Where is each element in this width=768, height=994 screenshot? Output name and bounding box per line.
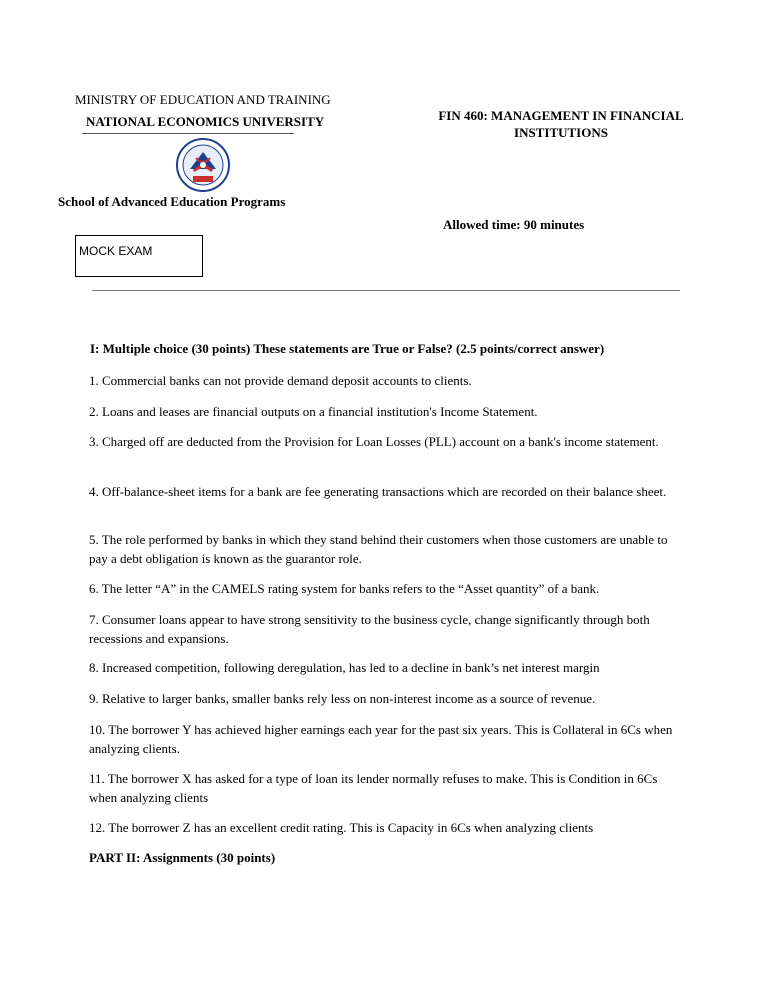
exam-type-label: MOCK EXAM bbox=[79, 244, 153, 258]
university-underline bbox=[82, 133, 294, 134]
university-name: NATIONAL ECONOMICS UNIVERSITY bbox=[86, 114, 325, 129]
section-1-title: I: Multiple choice (30 points) These statements are True or False? (2.5 points/correct answer) bbox=[90, 341, 605, 356]
course-title bbox=[420, 107, 702, 141]
question-4: 4. Off-balance-sheet items for a bank are fee generating transactions which are recorded on their balance sheet. bbox=[89, 484, 667, 499]
question-11: 11. The borrower X has asked for a type of loan its lender normally refuses to make. This is Condition in 6Cs when analyzing clients bbox=[89, 771, 658, 805]
question-7: 7. Consumer loans appear to have strong sensitivity to the business cycle, change significantly through both recessions and expansions. bbox=[89, 612, 650, 646]
question-1: 1. Commercial banks can not provide demand deposit accounts to clients. bbox=[89, 373, 472, 388]
school-name: School of Advanced Education Programs bbox=[58, 194, 286, 209]
question-2: 2. Loans and leases are financial outputs on a financial institution's Income Statement. bbox=[89, 404, 538, 419]
header-divider bbox=[92, 290, 680, 291]
question-12: 12. The borrower Z has an excellent credit rating. This is Capacity in 6Cs when analyzing clients bbox=[89, 820, 594, 835]
university-seal-icon bbox=[176, 138, 230, 192]
question-6: 6. The letter “A” in the CAMELS rating system for banks refers to the “Asset quantity” of a bank. bbox=[89, 581, 600, 596]
question-9: 9. Relative to larger banks, smaller banks rely less on non-interest income as a source of revenue. bbox=[89, 691, 596, 706]
course-title-line-2: INSTITUTIONS bbox=[514, 125, 608, 140]
question-10: 10. The borrower Y has achieved higher earnings each year for the past six years. This is Collateral in 6Cs when analyzing clients. bbox=[89, 722, 673, 756]
question-5: 5. The role performed by banks in which they stand behind their customers when those customers are unable to pay a debt obligation is known as the guarantor role. bbox=[89, 532, 668, 566]
section-2-title: PART II: Assignments (30 points) bbox=[89, 850, 276, 865]
ministry-name: MINISTRY OF EDUCATION AND TRAINING bbox=[75, 92, 331, 107]
question-8: 8. Increased competition, following deregulation, has led to a decline in bank’s net interest margin bbox=[89, 660, 600, 675]
course-title-line-1: FIN 460: MANAGEMENT IN FINANCIAL bbox=[438, 108, 684, 123]
question-3: 3. Charged off are deducted from the Provision for Loan Losses (PLL) account on a bank's income statement. bbox=[89, 434, 659, 449]
allowed-time: Allowed time: 90 minutes bbox=[443, 217, 585, 232]
